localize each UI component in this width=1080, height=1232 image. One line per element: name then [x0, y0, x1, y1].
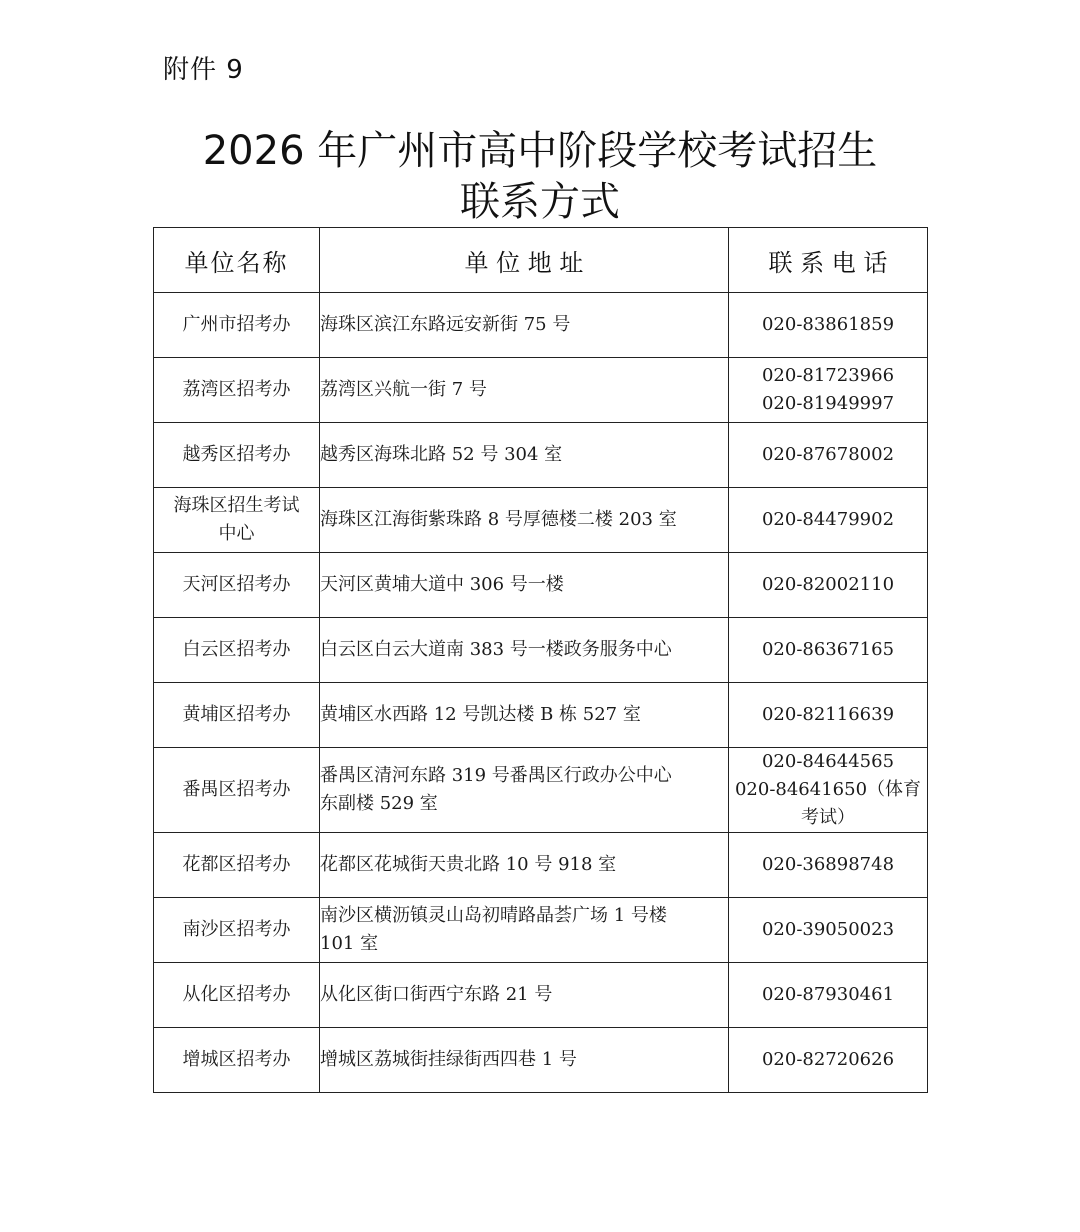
address-cell	[320, 683, 729, 748]
phone-cell	[729, 553, 928, 618]
unit-name-cell	[154, 293, 320, 358]
address-cell-line: 番禺区清河东路 319 号番禺区行政办公中心	[320, 765, 672, 786]
address-cell	[320, 488, 729, 553]
phone-cell-line: 020-36898748	[761, 854, 895, 875]
table-row	[154, 1028, 928, 1093]
address-cell	[320, 618, 729, 683]
table-row	[154, 963, 928, 1028]
unit-name-cell	[154, 553, 320, 618]
phone-cell	[729, 293, 928, 358]
table-row	[154, 423, 928, 488]
unit-name-cell	[154, 423, 320, 488]
phone-cell-line: 020-84644565	[761, 751, 895, 772]
address-cell-line: 黄埔区水西路 12 号凯达楼 B 栋 527 室	[320, 704, 641, 725]
address-cell	[320, 358, 729, 423]
phone-cell-line: 020-81949997	[761, 393, 895, 414]
unit-name-cell-line: 广州市招考办	[182, 314, 291, 335]
unit-name-cell	[154, 1028, 320, 1093]
table-row	[154, 683, 928, 748]
header-unit-label: 单位名称	[184, 248, 289, 277]
table-row	[154, 748, 928, 833]
unit-name-cell-line: 中心	[218, 523, 255, 544]
phone-cell	[729, 423, 928, 488]
header-unit	[154, 228, 320, 293]
phone-cell-line: 020-83861859	[761, 314, 895, 335]
address-cell-line: 增城区荔城街挂绿街西四巷 1 号	[320, 1049, 577, 1070]
document-title-line1: 2026 年广州市高中阶段学校考试招生	[202, 128, 878, 174]
contacts-table	[153, 227, 928, 1093]
phone-cell	[729, 358, 928, 423]
phone-cell-line: 020-81723966	[761, 365, 895, 386]
unit-name-cell-line: 增城区招考办	[182, 1049, 291, 1070]
unit-name-cell-line: 黄埔区招考办	[182, 704, 291, 725]
unit-name-cell	[154, 833, 320, 898]
address-cell-line: 白云区白云大道南 383 号一楼政务服务中心	[320, 639, 672, 660]
address-cell-line: 越秀区海珠北路 52 号 304 室	[320, 444, 563, 465]
unit-name-cell-line: 南沙区招考办	[182, 919, 291, 940]
phone-cell	[729, 833, 928, 898]
table-row	[154, 358, 928, 423]
unit-name-cell	[154, 358, 320, 423]
table-row	[154, 618, 928, 683]
phone-cell-line: 020-87930461	[761, 984, 895, 1005]
address-cell-line: 南沙区横沥镇灵山岛初晴路晶荟广场 1 号楼	[320, 905, 667, 926]
unit-name-cell-line: 天河区招考办	[182, 574, 291, 595]
unit-name-cell-line: 花都区招考办	[182, 854, 291, 875]
address-cell-line: 海珠区滨江东路远安新街 75 号	[320, 314, 571, 335]
unit-name-cell	[154, 488, 320, 553]
unit-name-cell	[154, 683, 320, 748]
unit-name-cell-line: 从化区招考办	[182, 984, 291, 1005]
phone-cell-line: 020-86367165	[761, 639, 895, 660]
document-title-line2: 联系方式	[460, 179, 620, 225]
unit-name-cell-line: 白云区招考办	[182, 639, 291, 660]
table-row	[154, 293, 928, 358]
attachment-label: 附件 9	[163, 55, 244, 85]
unit-name-cell-line: 番禺区招考办	[182, 779, 291, 800]
phone-cell-line: 020-39050023	[761, 919, 895, 940]
address-cell	[320, 293, 729, 358]
unit-name-cell-line: 荔湾区招考办	[182, 379, 291, 400]
address-cell-line: 天河区黄埔大道中 306 号一楼	[320, 574, 564, 595]
address-cell	[320, 898, 729, 963]
header-address	[320, 228, 729, 293]
phone-cell-line: 020-87678002	[761, 444, 895, 465]
phone-cell	[729, 683, 928, 748]
phone-cell	[729, 488, 928, 553]
phone-cell	[729, 1028, 928, 1093]
phone-cell-line: 020-82116639	[761, 704, 895, 725]
address-cell	[320, 963, 729, 1028]
address-cell-line: 东副楼 529 室	[320, 793, 438, 814]
phone-cell-line: 020-82720626	[761, 1049, 895, 1070]
address-cell	[320, 423, 729, 488]
phone-cell-line: 考试）	[801, 807, 855, 828]
table-row	[154, 488, 928, 553]
phone-cell-line: 020-82002110	[761, 574, 895, 595]
address-cell-line: 花都区花城街天贵北路 10 号 918 室	[320, 854, 617, 875]
unit-name-cell-line: 海珠区招生考试	[173, 495, 300, 516]
phone-cell-line: 020-84479902	[761, 509, 895, 530]
header-phone	[729, 228, 928, 293]
table-row	[154, 833, 928, 898]
table-row	[154, 898, 928, 963]
address-cell-line: 从化区街口街西宁东路 21 号	[320, 984, 553, 1005]
table-header-row	[154, 228, 928, 293]
unit-name-cell	[154, 618, 320, 683]
phone-cell	[729, 748, 928, 833]
address-cell-line: 荔湾区兴航一街 7 号	[320, 379, 487, 400]
header-address-label: 单 位 地 址	[464, 248, 584, 277]
table-row	[154, 553, 928, 618]
header-phone-label: 联 系 电 话	[768, 248, 888, 277]
address-cell	[320, 553, 729, 618]
address-cell	[320, 833, 729, 898]
address-cell-line: 海珠区江海街紫珠路 8 号厚德楼二楼 203 室	[320, 509, 677, 530]
address-cell	[320, 1028, 729, 1093]
unit-name-cell	[154, 898, 320, 963]
phone-cell-line: 020-84641650（体育	[734, 779, 922, 800]
phone-cell	[729, 898, 928, 963]
address-cell	[320, 748, 729, 833]
address-cell-line: 101 室	[320, 933, 379, 954]
phone-cell	[729, 618, 928, 683]
phone-cell	[729, 963, 928, 1028]
table-body	[154, 293, 928, 1093]
unit-name-cell	[154, 748, 320, 833]
unit-name-cell-line: 越秀区招考办	[182, 444, 291, 465]
unit-name-cell	[154, 963, 320, 1028]
